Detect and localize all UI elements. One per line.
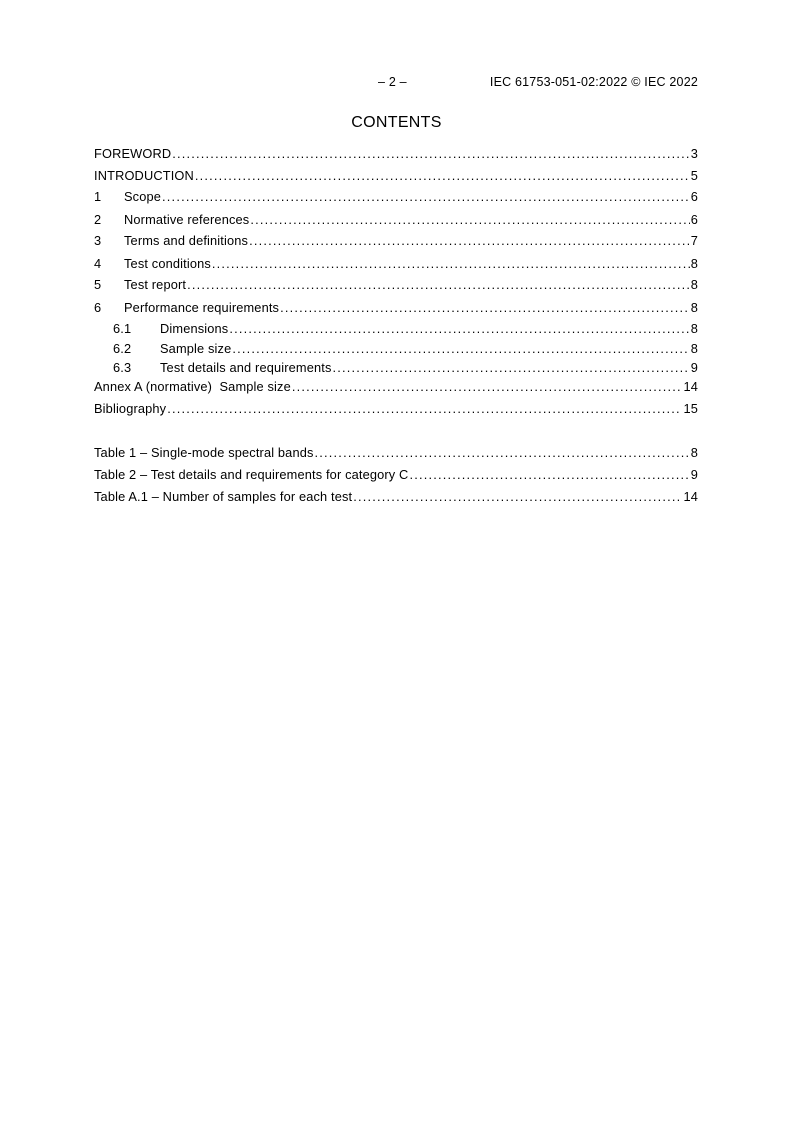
toc-entry-annex-a[interactable] xyxy=(94,378,698,396)
toc-number: 6.2 xyxy=(113,341,132,356)
toc-number: 6 xyxy=(94,300,102,315)
toc-page: 8 xyxy=(690,341,698,356)
toc-page: 7 xyxy=(690,233,698,248)
toc-page: 6 xyxy=(690,189,698,204)
toc-page: 8 xyxy=(690,256,698,271)
toc-entry-foreword[interactable] xyxy=(94,145,698,163)
toc-page: 9 xyxy=(690,467,698,482)
toc-entry-performance-requirements[interactable] xyxy=(94,299,698,317)
toc-entry-sample-size[interactable] xyxy=(94,340,698,358)
toc-label: Annex A (normative) Sample size xyxy=(94,379,291,394)
toc-label: Table 2 – Test details and requirements for category C xyxy=(94,467,409,482)
toc-leader xyxy=(250,211,689,229)
page-header xyxy=(94,75,698,93)
page-number: – 2 – xyxy=(378,75,407,89)
toc-label: Scope xyxy=(124,189,162,204)
toc-entry-scope[interactable] xyxy=(94,188,698,206)
toc-leader xyxy=(162,188,690,206)
toc-leader xyxy=(249,232,690,250)
toc-label: Sample size xyxy=(160,341,232,356)
toc-label: Test details and requirements xyxy=(160,360,332,375)
toc-number: 1 xyxy=(94,189,102,204)
toc-page: 8 xyxy=(690,321,698,336)
toc-entry-terms-and-definitions[interactable] xyxy=(94,232,698,250)
toc-label: Table A.1 – Number of samples for each test xyxy=(94,489,353,504)
toc-leader xyxy=(333,359,690,377)
toc-label: Test conditions xyxy=(124,256,211,271)
toc-label: Dimensions xyxy=(160,321,229,336)
toc-label: INTRODUCTION xyxy=(94,168,194,183)
toc-leader xyxy=(353,488,682,506)
toc-number: 6.1 xyxy=(113,321,132,336)
toc-page: 14 xyxy=(683,489,698,504)
toc-leader xyxy=(292,378,683,396)
toc-page: 6 xyxy=(690,212,698,227)
toc-label: Terms and definitions xyxy=(124,233,249,248)
toc-page: 8 xyxy=(690,445,698,460)
toc-leader xyxy=(212,255,690,273)
toc-label: FOREWORD xyxy=(94,146,172,161)
toc-page: 9 xyxy=(690,360,698,375)
toc-number: 3 xyxy=(94,233,102,248)
toc-entry-test-details-and-requirements[interactable] xyxy=(94,359,698,377)
toc-entry-dimensions[interactable] xyxy=(94,320,698,338)
toc-entry-normative-references[interactable] xyxy=(94,211,698,229)
toc-leader xyxy=(409,466,689,484)
toc-entry-table-a1[interactable] xyxy=(94,488,698,506)
toc-leader xyxy=(315,444,690,462)
toc-leader xyxy=(172,145,689,163)
toc-number: 4 xyxy=(94,256,102,271)
toc-entry-introduction[interactable] xyxy=(94,167,698,185)
toc-number: 6.3 xyxy=(113,360,132,375)
toc-label: Normative references xyxy=(124,212,250,227)
toc-number: 2 xyxy=(94,212,102,227)
toc-entry-test-report[interactable] xyxy=(94,276,698,294)
toc-leader xyxy=(232,340,689,358)
toc-page: 8 xyxy=(690,300,698,315)
toc-leader xyxy=(167,400,682,418)
toc-entry-table-2[interactable] xyxy=(94,466,698,484)
toc-page: 8 xyxy=(690,277,698,292)
toc-leader xyxy=(280,299,690,317)
toc-page: 14 xyxy=(683,379,698,394)
toc-number: 5 xyxy=(94,277,102,292)
toc-leader xyxy=(195,167,690,185)
toc-leader xyxy=(229,320,689,338)
toc-label: Bibliography xyxy=(94,401,167,416)
document-id: IEC 61753-051-02:2022 © IEC 2022 xyxy=(489,75,698,89)
toc-page: 3 xyxy=(690,146,698,161)
page-title: CONTENTS xyxy=(351,114,442,131)
toc-label: Performance requirements xyxy=(124,300,280,315)
toc-label: Table 1 – Single-mode spectral bands xyxy=(94,445,314,460)
toc-page: 5 xyxy=(690,168,698,183)
toc-page: 15 xyxy=(683,401,698,416)
toc-entry-table-1[interactable] xyxy=(94,444,698,462)
toc-entry-test-conditions[interactable] xyxy=(94,255,698,273)
toc-label: Test report xyxy=(124,277,187,292)
toc-entry-bibliography[interactable] xyxy=(94,400,698,418)
toc-leader xyxy=(187,276,690,294)
